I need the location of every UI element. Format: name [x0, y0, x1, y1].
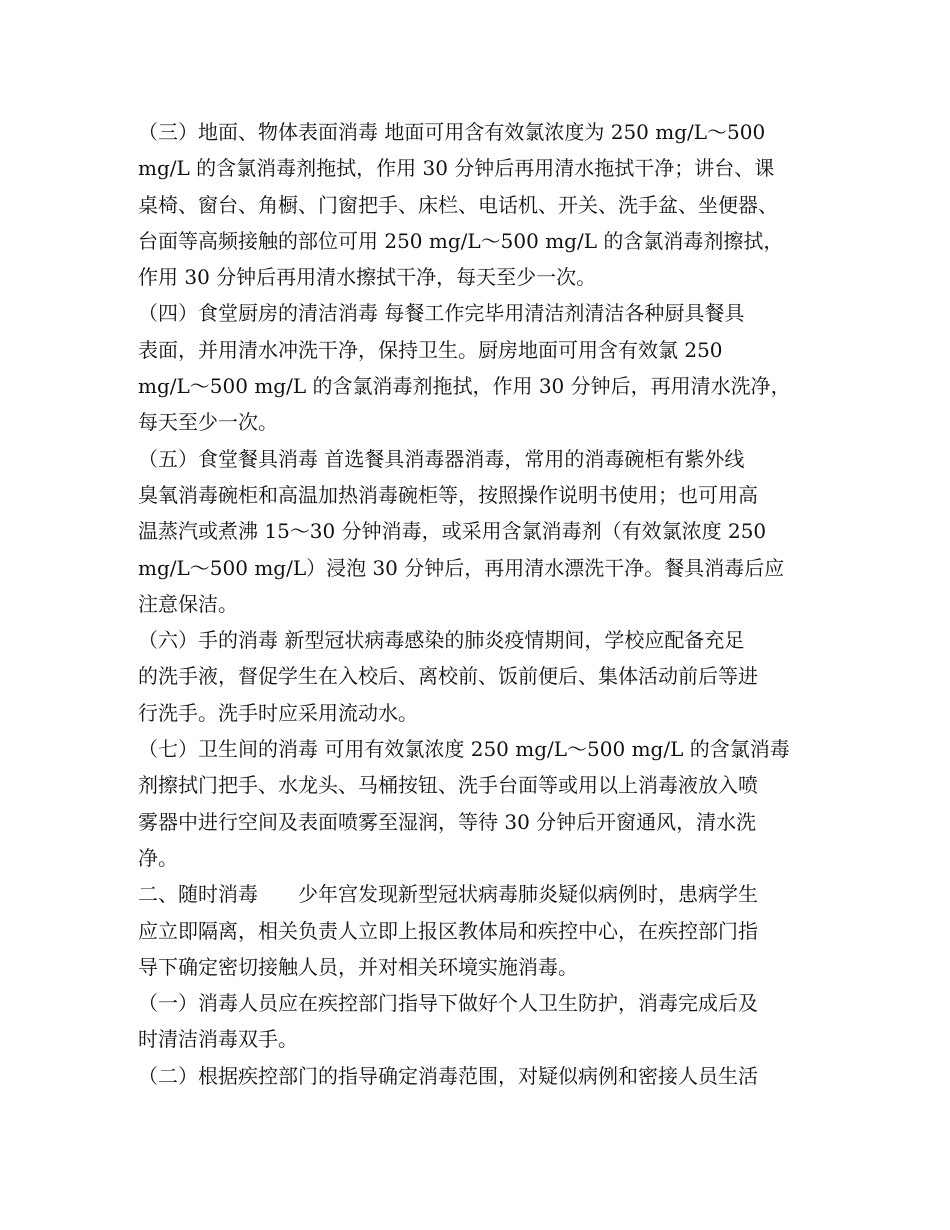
text-line: 温蒸汽或煮沸 15～30 分钟消毒，或采用含氯消毒剂（有效氯浓度 250 — [138, 519, 767, 544]
text-line: （七）卫生间的消毒 可用有效氯浓度 250 mg/L～500 mg/L 的含氯消毒 — [138, 737, 790, 762]
text-line: 作用 30 分钟后再用清水擦拭干净，每天至少一次。 — [138, 265, 597, 290]
text-line: 剂擦拭门把手、水龙头、马桶按钮、洗手台面等或用以上消毒液放入喷 — [138, 773, 758, 798]
text-line: 台面等高频接触的部位可用 250 mg/L～500 mg/L 的含氯消毒剂擦拭， — [138, 228, 784, 253]
text-line: 导下确定密切接触人员，并对相关环境实施消毒。 — [138, 954, 578, 979]
text-line: 雾器中进行空间及表面喷雾至湿润，等待 30 分钟后开窗通风，清水洗 — [138, 809, 757, 834]
text-line: 净。 — [138, 845, 178, 870]
text-line: mg/L～500 mg/L 的含氯消毒剂拖拭，作用 30 分钟后，再用清水洗净， — [138, 374, 791, 399]
text-line: 时清洁消毒双手。 — [138, 1027, 298, 1052]
text-line: （三）地面、物体表面消毒 地面可用含有效氯浓度为 250 mg/L～500 — [138, 120, 766, 144]
text-line: mg/L～500 mg/L）浸泡 30 分钟后，再用清水漂洗干净。餐具消毒后应 — [138, 555, 785, 580]
text-line: 每天至少一次。 — [138, 410, 278, 435]
text-line: 的洗手液，督促学生在入校后、离校前、饭前便后、集体活动前后等进 — [138, 664, 758, 689]
text-line: 行洗手。洗手时应采用流动水。 — [138, 700, 418, 725]
text-line: 桌椅、窗台、角橱、门窗把手、床栏、电话机、开关、洗手盆、坐便器、 — [138, 192, 778, 217]
text-line: 注意保洁。 — [138, 591, 238, 616]
text-line: （四）食堂厨房的清洁消毒 每餐工作完毕用清洁剂清洁各种厨具餐具 — [138, 301, 745, 326]
text-line: 应立即隔离，相关负责人立即上报区教体局和疾控中心，在疾控部门指 — [138, 918, 758, 943]
text-line: （六）手的消毒 新型冠状病毒感染的肺炎疫情期间，学校应配备充足 — [138, 628, 745, 653]
text-line: 二、随时消毒 少年宫发现新型冠状病毒肺炎疑似病例时，患病学生 — [138, 882, 758, 907]
text-line: （五）食堂餐具消毒 首选餐具消毒器消毒，常用的消毒碗柜有紫外线 — [138, 446, 745, 471]
text-line: 表面，并用清水冲洗干净，保持卫生。厨房地面可用含有效氯 250 — [138, 337, 723, 362]
text-line: 臭氧消毒碗柜和高温加热消毒碗柜等，按照操作说明书使用；也可用高 — [138, 482, 758, 507]
document-body — [138, 114, 828, 1094]
text-line: mg/L 的含氯消毒剂拖拭，作用 30 分钟后再用清水拖拭干净；讲台、课 — [138, 156, 775, 181]
text-line: （一）消毒人员应在疾控部门指导下做好个人卫生防护，消毒完成后及 — [138, 991, 758, 1016]
text-line: （二）根据疾控部门的指导确定消毒范围，对疑似病例和密接人员生活 — [138, 1063, 758, 1088]
